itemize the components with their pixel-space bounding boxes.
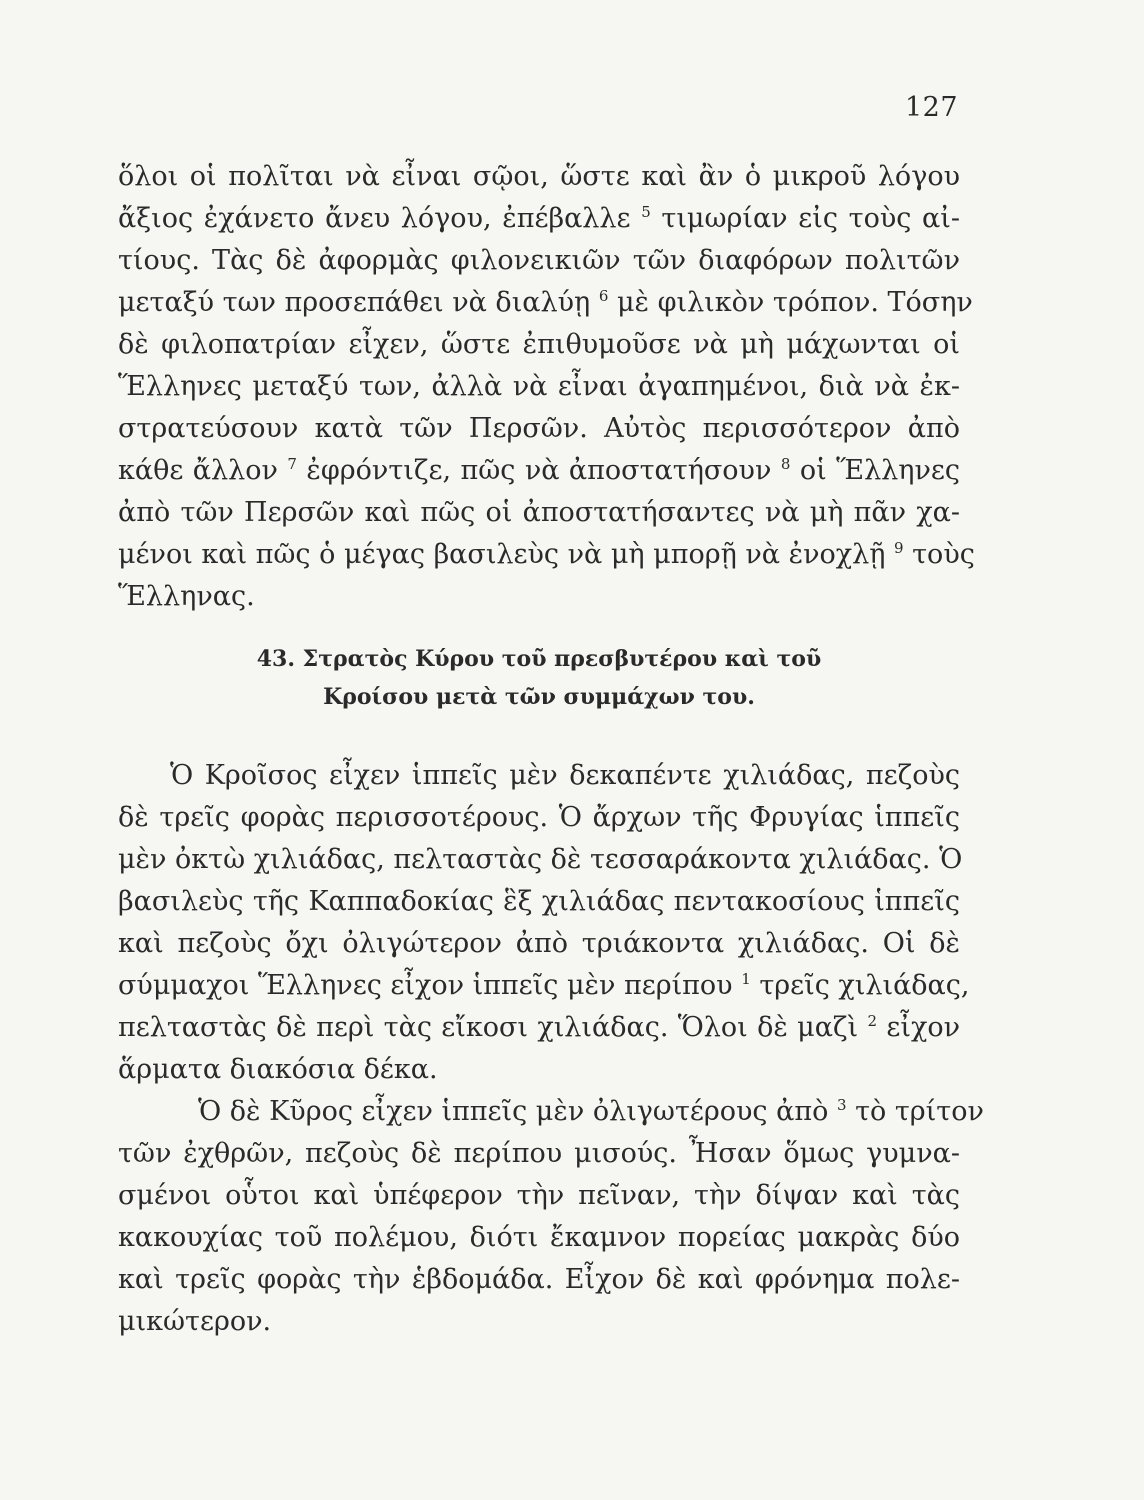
text-line: μικώτερον. (118, 1306, 272, 1337)
text-line: ἄξιος ἐχάνετο ἄνευ λόγου, ἐπέβαλλε $^5$ τιμωρίαν εἰς τοὺς αἰ- (118, 203, 960, 234)
footnote-marker: 7 (287, 455, 297, 473)
text-line: κακουχίας τοῦ πολέμου, διότι ἔκαμνον πορείας μακρὰς δύο (118, 1222, 960, 1253)
footnote-marker: 1 (741, 970, 751, 988)
text-line: Ἕλληνας. (118, 581, 255, 612)
section-heading (118, 640, 960, 716)
text-line: δὲ φιλοπατρίαν εἶχεν, ὥστε ἐπιθυμοῦσε νὰ μὴ μάχωνται οἱ (118, 329, 960, 360)
text-line: σύμμαχοι Ἕλληνες εἶχον ἱππεῖς μὲν περίπου $^1$ τρεῖς χιλιάδας, (118, 970, 970, 1001)
footnote-marker: 5 (641, 203, 651, 221)
paragraph-3 (118, 1091, 984, 1133)
paragraph-1 (118, 156, 975, 618)
footnote-marker: 3 (836, 1096, 847, 1114)
text-line: κάθε ἄλλον $^7$ ἐφρόντιζε, πῶς νὰ ἀποστατήσουν $^8$ οἱ Ἕλληνες (118, 455, 960, 486)
text-line: στρατεύσουν κατὰ τῶν Περσῶν. Αὐτὸς περισσότερον ἀπὸ (118, 413, 960, 444)
paragraph-2 (118, 755, 960, 797)
footnote-marker: 6 (598, 287, 609, 305)
heading-line: Κροίσου μετὰ τῶν συμμάχων του. (323, 684, 755, 710)
heading-line: 43. Στρατὸς Κύρου τοῦ πρεσβυτέρου καὶ τοῦ (256, 646, 822, 672)
text-line: μένοι καὶ πῶς ὁ μέγας βασιλεὺς νὰ μὴ μπορῇ νὰ ἐνοχλῇ $^9$ τοὺς (118, 539, 975, 570)
text-line: καὶ πεζοὺς ὄχι ὀλιγώτερον ἀπὸ τριάκοντα χιλιάδας. Οἱ δὲ (118, 928, 960, 959)
text-line: βασιλεὺς τῆς Καππαδοκίας ἓξ χιλιάδας πεντακοσίους ἱππεῖς (118, 886, 960, 917)
text-line: μὲν ὀκτὼ χιλιάδας, πελταστὰς δὲ τεσσαράκοντα χιλιάδας. Ὁ (118, 844, 963, 875)
text-line: δὲ τρεῖς φορὰς περισσοτέρους. Ὁ ἄρχων τῆς Φρυγίας ἱππεῖς (118, 802, 960, 833)
page-number: 127 (905, 92, 959, 123)
text-line: τῶν ἐχθρῶν, πεζοὺς δὲ περίπου μισούς. Ἦσαν ὅμως γυμνα- (118, 1138, 960, 1169)
footnote-marker: 9 (893, 539, 904, 557)
text-line: ἀπὸ τῶν Περσῶν καὶ πῶς οἱ ἀποστατήσαντες νὰ μὴ πᾶν χα- (118, 497, 960, 528)
text-line: σμένοι οὗτοι καὶ ὑπέφερον τὴν πεῖναν, τὴν δίψαν καὶ τὰς (118, 1180, 960, 1211)
text-line: τίους. Τὰς δὲ ἀφορμὰς φιλονεικιῶν τῶν διαφόρων πολιτῶν (118, 245, 960, 276)
text-line: μεταξύ των προσεπάθει νὰ διαλύῃ $^6$ μὲ φιλικὸν τρόπον. Τόσην (118, 287, 973, 318)
text-line: πελταστὰς δὲ περὶ τὰς εἴκοσι χιλιάδας. Ὅλοι δὲ μαζὶ $^2$ εἶχον (118, 1012, 960, 1043)
text-line: ὅλοι οἱ πολῖται νὰ εἶναι σῷοι, ὥστε καὶ ἂν ὁ μικροῦ λόγου (118, 161, 960, 192)
text-line: Ὁ Κροῖσος εἶχεν ἱππεῖς μὲν δεκαπέντε χιλιάδας, πεζοὺς (170, 760, 960, 791)
text-line: Ὁ δὲ Κῦρος εἶχεν ἱππεῖς μὲν ὀλιγωτέρους ἀπὸ $^3$ τὸ τρίτον (198, 1096, 984, 1127)
paragraph-2-cont (118, 797, 970, 1091)
footnote-marker: 2 (867, 1012, 878, 1030)
text-line: Ἕλληνες μεταξύ των, ἀλλὰ νὰ εἶναι ἀγαπημένοι, διὰ νὰ ἐκ- (118, 371, 960, 402)
footnote-marker: 8 (780, 455, 791, 473)
text-line: ἅρματα διακόσια δέκα. (118, 1054, 438, 1085)
text-line: καὶ τρεῖς φορὰς τὴν ἑβδομάδα. Εἶχον δὲ καὶ φρόνημα πολε- (118, 1264, 960, 1295)
paragraph-3-cont (118, 1133, 960, 1343)
